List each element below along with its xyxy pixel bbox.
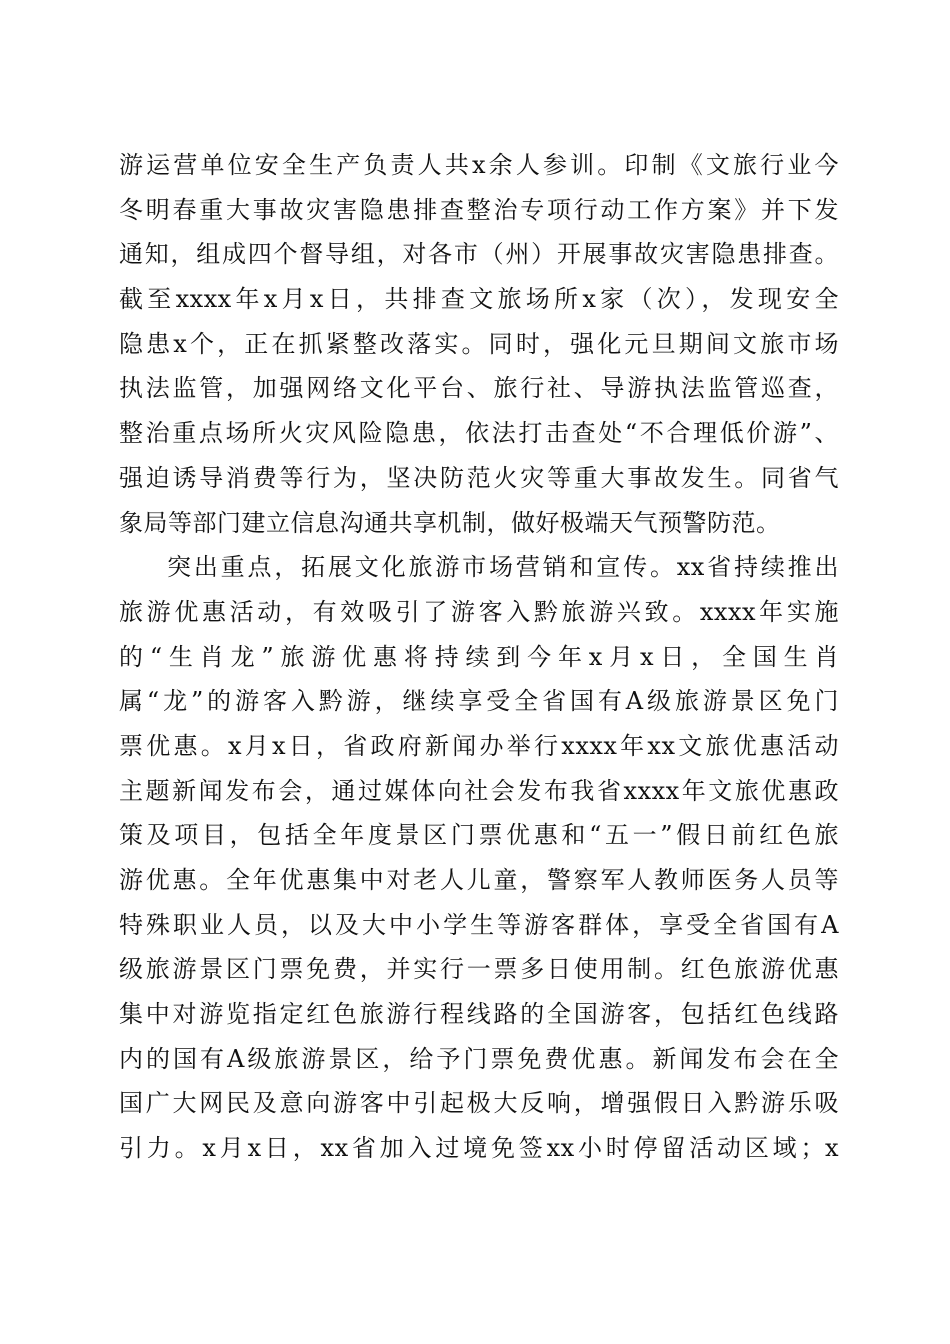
text-line: 象局等部门建立信息沟通共享机制，做好极端天气预警防范。 [119,508,781,537]
text-line: 的“生肖龙”旅游优惠将持续到今年x月x日，全国生肖 [119,642,839,671]
paragraph-safety-inspection [119,143,839,545]
text-line: 游运营单位安全生产负责人共x余人参训。印制《文旅行业今 [119,151,839,179]
text-line: 突出重点，拓展文化旅游市场营销和宣传。xx省持续推出 [167,553,839,582]
text-line: 截至xxxx年x月x日，共排查文旅场所x家（次），发现安全 [119,285,839,314]
text-line: 策及项目，包括全年度景区门票优惠和“五一”假日前红色旅 [119,821,839,850]
text-line: 内的国有A级旅游景区，给予门票免费优惠。新闻发布会在全 [119,1044,839,1073]
text-line: 特殊职业人员，以及大中小学生等游客群体，享受全省国有A [119,910,839,939]
text-line: 票优惠。x月x日，省政府新闻办举行xxxx年xx文旅优惠活动 [119,731,839,760]
text-line: 引力。x月x日，xx省加入过境免签xx小时停留活动区域；x [119,1134,839,1163]
text-line: 冬明春重大事故灾害隐患排查整治专项行动工作方案》并下发 [119,195,839,224]
text-line: 属“龙”的游客入黔游，继续享受全省国有A级旅游景区免门 [119,687,839,716]
text-line: 主题新闻发布会，通过媒体向社会发布我省xxxx年文旅优惠政 [119,776,839,805]
text-line: 国广大网民及意向游客中引起极大反响，增强假日入黔游乐吸 [119,1089,839,1118]
text-line: 旅游优惠活动，有效吸引了游客入黔旅游兴致。xxxx年实施 [119,597,839,626]
text-line: 强迫诱导消费等行为，坚决防范火灾等重大事故发生。同省气 [119,463,839,492]
text-line: 级旅游景区门票免费，并实行一票多日使用制。红色旅游优惠 [119,955,839,984]
text-line: 集中对游览指定红色旅游行程线路的全国游客，包括红色线路 [119,1000,839,1029]
text-line: 通知，组成四个督导组，对各市（州）开展事故灾害隐患排查。 [119,240,839,269]
text-line: 游优惠。全年优惠集中对老人儿童，警察军人教师医务人员等 [119,866,839,894]
body-text [119,143,839,1171]
text-line: 整治重点场所火灾风险隐患，依法打击查处“不合理低价游”、 [119,419,839,448]
text-line: 隐患x个，正在抓紧整改落实。同时，强化元旦期间文旅市场 [119,329,839,358]
paragraph-marketing-promotion [119,545,839,1171]
text-line: 执法监管，加强网络文化平台、旅行社、导游执法监管巡查， [119,374,839,403]
